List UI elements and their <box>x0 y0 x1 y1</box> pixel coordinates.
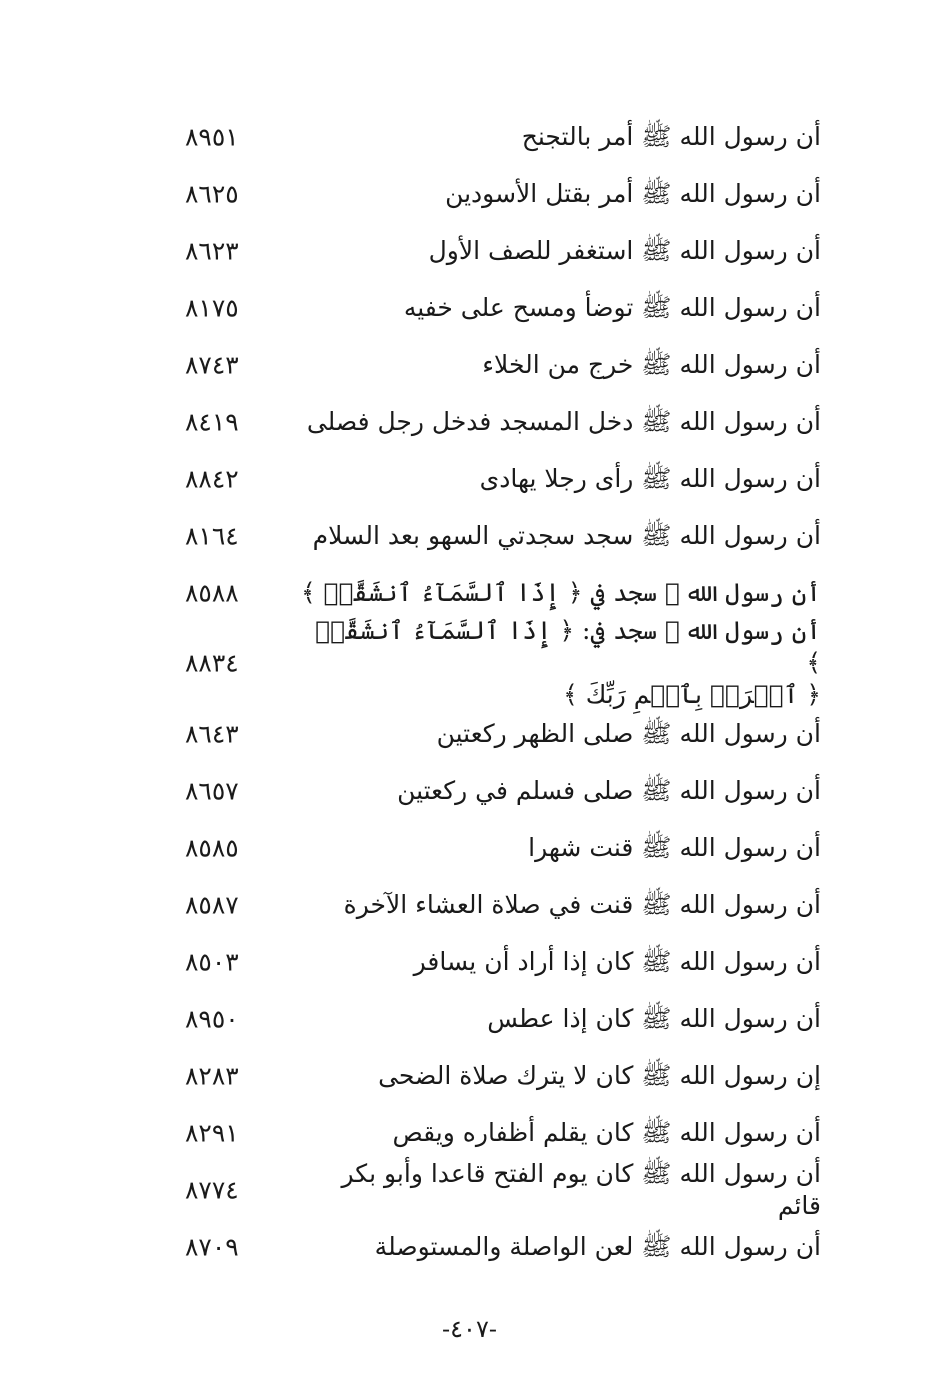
entry-text: إن رسول الله ﷺ كان لا يترك صلاة الضحى <box>378 1060 821 1090</box>
entry-text: أن رسول الله ﷺ كان يقلم أظفاره ويقص <box>392 1117 821 1147</box>
entry-text: أن رسول الله ﷺ كان يوم الفتح قاعدا وأبو بكر قائم <box>341 1158 821 1220</box>
entry-reference-number: ٨٢٩١ <box>185 1118 239 1147</box>
entry-text: أن رسول الله ﷺ صلى الظهر ركعتين <box>436 718 821 748</box>
entry-reference-number: ٨٥٨٧ <box>185 890 239 919</box>
entry-reference-number: ٨٦٥٧ <box>185 776 239 805</box>
entry-reference-number: ٨٧٠٩ <box>185 1232 239 1261</box>
entry-text-block <box>301 615 821 711</box>
index-entry <box>0 222 939 279</box>
entry-text: أن رسول الله ﷺ توضأ ومسح على خفيه <box>403 292 821 322</box>
entry-text: أن رسول الله ﷺ أمر بقتل الأسودين <box>445 178 821 208</box>
entry-reference-number: ٨٦٢٣ <box>185 236 239 265</box>
entry-reference-number: ٨٥٠٣ <box>185 947 239 976</box>
index-entry <box>0 507 939 564</box>
entry-text: أن رسول الله ﷺ استغفر للصف الأول <box>428 235 821 265</box>
entry-text: أن رسول الله ﷺ خرج من الخلاء <box>482 349 821 379</box>
entry-text: أن رسول الله ﷺ رأى رجلا يهادى <box>479 463 821 493</box>
entry-reference-number: ٨٩٥١ <box>185 122 239 151</box>
index-list <box>0 108 939 1275</box>
index-entry <box>0 1158 939 1220</box>
page-number: -٤٠٧- <box>442 1315 497 1343</box>
entry-reference-number: ٨٦٢٥ <box>185 179 239 208</box>
entry-reference-number: ٨٧٤٣ <box>185 350 239 379</box>
entry-text-continuation: ﴿ ٱقۡرَأۡ بِٱسۡمِ رَبِّكَ ﴾ <box>563 680 821 709</box>
entry-text: أن رسول الله ﷺ لعن الواصلة والمستوصلة <box>374 1231 821 1261</box>
entry-reference-number: ٨٦٤٣ <box>185 719 239 748</box>
index-entry <box>0 990 939 1047</box>
index-entry <box>0 450 939 507</box>
index-entry <box>0 108 939 165</box>
entry-text: أن رسول الله ﷺ كان إذا أراد أن يسافر <box>413 946 821 976</box>
index-entry <box>0 762 939 819</box>
entry-reference-number: ٨١٧٥ <box>185 293 239 322</box>
index-entry <box>0 279 939 336</box>
index-entry <box>0 393 939 450</box>
entry-text: أن رسول الله ﷺ كان إذا عطس <box>487 1003 821 1033</box>
entry-reference-number: ٨٩٥٠ <box>185 1004 239 1033</box>
index-entry <box>0 336 939 393</box>
entry-text: أن رسول الله ﷺ قنت في صلاة العشاء الآخرة <box>343 889 821 919</box>
entry-text: أن رسول الله ﷺ أمر بالتجنح <box>521 121 821 151</box>
index-entry <box>0 819 939 876</box>
entry-reference-number: ٨١٦٤ <box>185 521 239 550</box>
index-entry <box>0 1218 939 1275</box>
index-entry <box>0 1047 939 1104</box>
entry-text: أن رسول الله ﷺ صلى فسلم في ركعتين <box>397 775 821 805</box>
entry-reference-number: ٨٥٨٥ <box>185 833 239 862</box>
index-entry <box>0 564 939 621</box>
index-entry <box>0 705 939 762</box>
entry-text: أن رسول الله ﷺ سجد في: ﴿ إِذَا ٱلسَّمَآءُ ٱنشَقَّتۡ ﴾ <box>315 616 821 677</box>
index-entry <box>0 933 939 990</box>
index-entry <box>0 165 939 222</box>
entry-reference-number: ٨٨٣٤ <box>185 648 239 678</box>
index-entry <box>0 616 939 709</box>
entry-reference-number: ٨٧٧٤ <box>185 1175 239 1204</box>
index-entry <box>0 1104 939 1161</box>
index-entry <box>0 876 939 933</box>
entry-reference-number: ٨٢٨٣ <box>185 1061 239 1090</box>
entry-reference-number: ٨٤١٩ <box>185 407 239 436</box>
entry-reference-number: ٨٥٨٨ <box>185 578 239 607</box>
entry-text: أن رسول الله ﷺ قنت شهرا <box>528 832 821 862</box>
entry-text: أن رسول الله ﷺ سجد في ﴿ إِذَا ٱلسَّمَآءُ ٱنشَقَّتۡ ﴾ <box>301 577 821 607</box>
entry-text: أن رسول الله ﷺ دخل المسجد فدخل رجل فصلى <box>306 406 821 436</box>
entry-text: أن رسول الله ﷺ سجد سجدتي السهو بعد السلام <box>312 520 821 550</box>
entry-reference-number: ٨٨٤٢ <box>185 464 239 493</box>
